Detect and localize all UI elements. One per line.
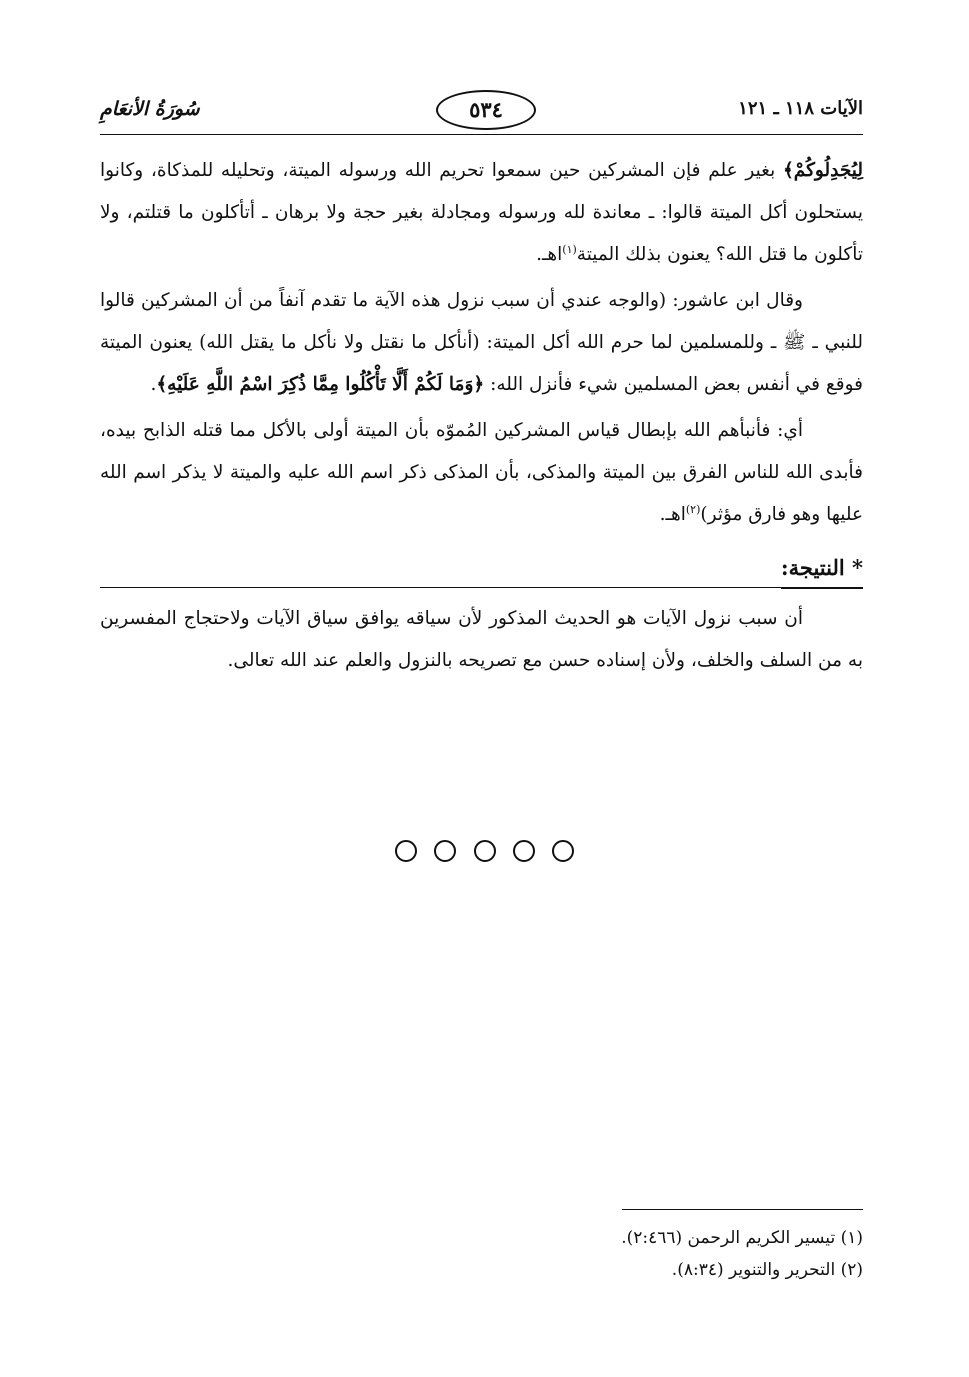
paragraph-3 bbox=[100, 410, 863, 536]
footnote-separator bbox=[622, 1209, 863, 1210]
paragraph-1 bbox=[100, 150, 863, 276]
surah-name: سُورَةُ الأنعَامِ bbox=[100, 98, 200, 120]
quran-verse: ﴿وَمَا لَكُمْ أَلَّا تَأْكُلُوا مِمَّا ذُكِرَ اسْمُ اللَّهِ عَلَيْهِ﴾ bbox=[156, 374, 485, 395]
paragraph-ending: . bbox=[150, 374, 157, 395]
result-heading: * النتيجة: bbox=[781, 550, 863, 589]
header-rule bbox=[100, 134, 863, 135]
footnotes bbox=[100, 1222, 863, 1286]
ornament-circle bbox=[395, 840, 417, 862]
paragraph-2 bbox=[100, 280, 863, 406]
result-heading-wrap bbox=[100, 550, 863, 589]
footnote-1: (١) تيسير الكريم الرحمن (٢:٤٦٦). bbox=[621, 1228, 863, 1248]
page-number: ٥٣٤ bbox=[436, 90, 536, 130]
ornament-circle bbox=[552, 840, 574, 862]
paragraph-ending: اهـ. bbox=[536, 244, 563, 265]
footnote-ref-2: (٢) bbox=[685, 502, 701, 516]
main-text bbox=[100, 150, 863, 686]
ornament-circle bbox=[513, 840, 535, 862]
footnote-ref-1: (١) bbox=[562, 242, 577, 256]
ornament-circle bbox=[474, 840, 496, 862]
end-ornament bbox=[0, 840, 969, 866]
ornament-circle bbox=[434, 840, 456, 862]
result-paragraph: أن سبب نزول الآيات هو الحديث المذكور لأن سياقه يوافق سياق الآيات ولاحتجاج المفسرين به من السلف والخلف، ولأن إسناده حسن مع تصريحه بالنزول والعلم عند الله تعالى. bbox=[100, 608, 863, 671]
paragraph-text: وقال ابن عاشور: (والوجه عندي أن سبب نزول هذه الآية ما تقدم آنفاً من أن المشركين قالوا للنبي ـ ﷺ ـ وللمسلمين لما حرم الله أكل الميتة: (أنأكل ما نقتل ولا نأكل ما يقتل الله) يعنون الميتة فوقع في أنفس بعض المسلمين شيء فأنزل الله: bbox=[100, 290, 863, 395]
footnote-2: (٢) التحرير والتنوير (٨:٣٤). bbox=[671, 1260, 863, 1280]
paragraph-text: أي: فأنبأهم الله بإبطال قياس المشركين المُموّه بأن الميتة أولى بالأكل مما قتله الذابح بيده، فأبدى الله للناس الفرق بين الميتة والمذكى، بأن المذكى ذكر اسم الله عليه والميتة لا يذكر اسم الله عليها وهو فارق مؤثر) bbox=[100, 420, 863, 525]
paragraph-text: بغير علم فإن المشركين حين سمعوا تحريم الله ورسوله الميتة، وتحليله للمذكاة، وكانوا يستحلون أكل الميتة قالوا: ـ معاندة لله ورسوله ومجادلة بغير حجة ولا برهان ـ أتأكلون ما قتلتم، ولا تأكلون ما قتل الله؟ يعنون بذلك الميتة bbox=[100, 160, 863, 265]
result-heading-rule bbox=[100, 587, 863, 588]
quran-fragment: لِيُجَدِلُوكُمْ﴾ bbox=[782, 160, 863, 181]
page-header bbox=[100, 88, 863, 132]
paragraph-ending: اهـ. bbox=[659, 504, 686, 525]
verses-range: الآيات ١١٨ ـ ١٢١ bbox=[738, 98, 863, 119]
